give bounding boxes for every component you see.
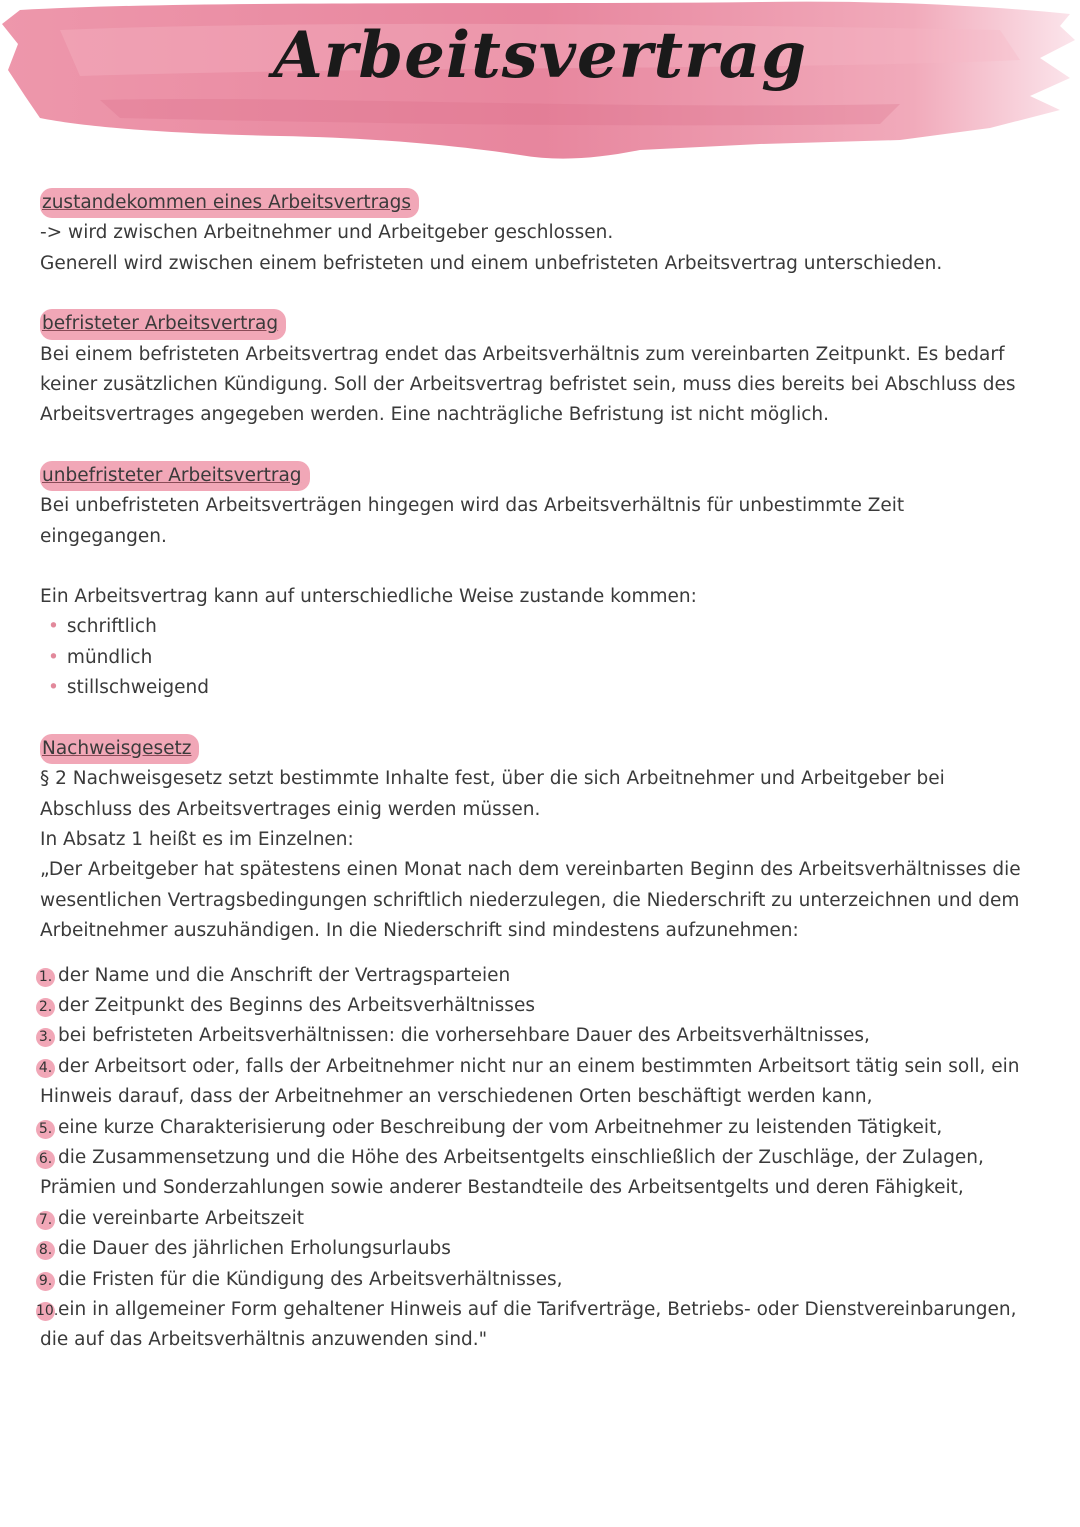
- text-line: Bei einem befristeten Arbeitsvertrag endet das Arbeitsverhältnis zum vereinbarten Zeitpunkt. Es bedarf: [40, 343, 1005, 365]
- list-item: [40, 1021, 1025, 1051]
- text-line: Bei unbefristeten Arbeitsverträgen hingegen wird das Arbeitsverhältnis für unbestimmte Zeit eingegangen.: [40, 495, 905, 547]
- list-item: [36, 1295, 1025, 1325]
- section-heading-zustandekommen: zustandekommen eines Arbeitsvertrags: [40, 188, 419, 218]
- list-item: • schriftlich: [48, 612, 1025, 642]
- number-badge: 10.: [36, 1303, 59, 1319]
- list-item: [40, 1234, 1025, 1264]
- list-item: [40, 961, 1025, 991]
- intro-line: Ein Arbeitsvertrag kann auf unterschiedliche Weise zustande kommen:: [40, 586, 697, 608]
- list-item: [40, 1113, 1025, 1143]
- text-line: § 2 Nachweisgesetz setzt bestimmte Inhalte fest, über die sich Arbeitnehmer und Arbeitgeber bei: [40, 768, 945, 790]
- item-text: die Zusammensetzung und die Höhe des Arbeitsentgelts einschließlich der Zuschläge, der Zulagen,: [58, 1146, 984, 1168]
- text-line: Abschluss des Arbeitsvertrages einig werden müssen.: [40, 798, 541, 820]
- page-title: Arbeitsvertrag: [273, 18, 807, 93]
- section-heading-befristeter: befristeter Arbeitsvertrag: [40, 309, 286, 339]
- item-text: eine kurze Charakterisierung oder Beschreibung der vom Arbeitnehmer zu leistenden Tätigkeit,: [58, 1116, 943, 1138]
- item-text: bei befristeten Arbeitsverhältnissen: die vorhersehbare Dauer des Arbeitsverhältnisses,: [58, 1025, 870, 1047]
- text-line: Arbeitnehmer auszuhändigen. In die Niederschrift sind mindestens aufzunehmen:: [40, 920, 799, 942]
- bullet-list: [40, 612, 1025, 703]
- item-text: die vereinbarte Arbeitszeit: [58, 1207, 305, 1229]
- list-item: [40, 1204, 1025, 1234]
- text-line: Arbeitsvertrages angegeben werden. Eine nachträgliche Befristung ist nicht möglich.: [40, 404, 830, 426]
- list-item: [40, 1143, 1025, 1173]
- list-item: [40, 1052, 1025, 1082]
- number-badge: 4.: [36, 1059, 55, 1078]
- item-text: der Arbeitsort oder, falls der Arbeitnehmer nicht nur an einem bestimmten Arbeitsort tätig sein soll, ein: [58, 1055, 1020, 1077]
- number-badge: 3.: [36, 1028, 55, 1047]
- item-text: die Dauer des jährlichen Erholungsurlaubs: [58, 1238, 451, 1260]
- text-line: Generell wird zwischen einem befristeten und einem unbefristeten Arbeitsvertrag unterschieden.: [40, 252, 943, 274]
- item-text: der Name und die Anschrift der Vertragsparteien: [58, 964, 511, 986]
- item-text: die Fristen für die Kündigung des Arbeitsverhältnisses,: [58, 1268, 563, 1290]
- item-text: der Zeitpunkt des Beginns des Arbeitsverhältnisses: [58, 994, 535, 1016]
- list-item-continuation: Hinweis darauf, dass der Arbeitnehmer an verschiedenen Orten beschäftigt werden kann,: [40, 1086, 873, 1108]
- number-badge: 8.: [36, 1241, 55, 1260]
- number-badge: 6.: [36, 1150, 55, 1169]
- text-line: keiner zusätzlichen Kündigung. Soll der Arbeitsvertrag befristet sein, muss dies bereits bei Abschluss des: [40, 374, 1016, 396]
- item-text: ein in allgemeiner Form gehaltener Hinweis auf die Tarifverträge, Betriebs- oder Dienstvereinbarungen,: [58, 1299, 1017, 1320]
- text-line: „Der Arbeitgeber hat spätestens einen Monat nach dem vereinbarten Beginn des Arbeitsverhältnisses die: [40, 859, 1021, 881]
- list-item-continuation: die auf das Arbeitsverhältnis anzuwenden sind.": [40, 1329, 488, 1351]
- text-line: wesentlichen Vertragsbedingungen schriftlich niederzulegen, die Niederschrift zu unterzeichnen und dem: [40, 889, 1020, 911]
- text-line: -> wird zwischen Arbeitnehmer und Arbeitgeber geschlossen.: [40, 222, 614, 244]
- list-item-continuation: Prämien und Sonderzahlungen sowie anderer Bestandteile des Arbeitsentgelts und deren Fähigkeit,: [40, 1177, 964, 1199]
- numbered-list: [36, 961, 1025, 1356]
- list-item: [40, 991, 1025, 1021]
- list-item: • mündlich: [48, 643, 1025, 673]
- section-heading-nachweisgesetz: Nachweisgesetz: [40, 734, 199, 764]
- number-badge: 2.: [36, 998, 55, 1017]
- number-badge: 9.: [36, 1272, 55, 1291]
- list-item: • stillschweigend: [48, 673, 1025, 703]
- number-badge: 7.: [36, 1211, 55, 1230]
- number-badge: 1.: [36, 968, 55, 987]
- section-heading-unbefristeter: unbefristeter Arbeitsvertrag: [40, 461, 310, 491]
- text-line: In Absatz 1 heißt es im Einzelnen:: [40, 828, 354, 850]
- list-item: [40, 1265, 1025, 1295]
- number-badge: 5.: [36, 1120, 55, 1139]
- document-body: [36, 188, 1025, 1356]
